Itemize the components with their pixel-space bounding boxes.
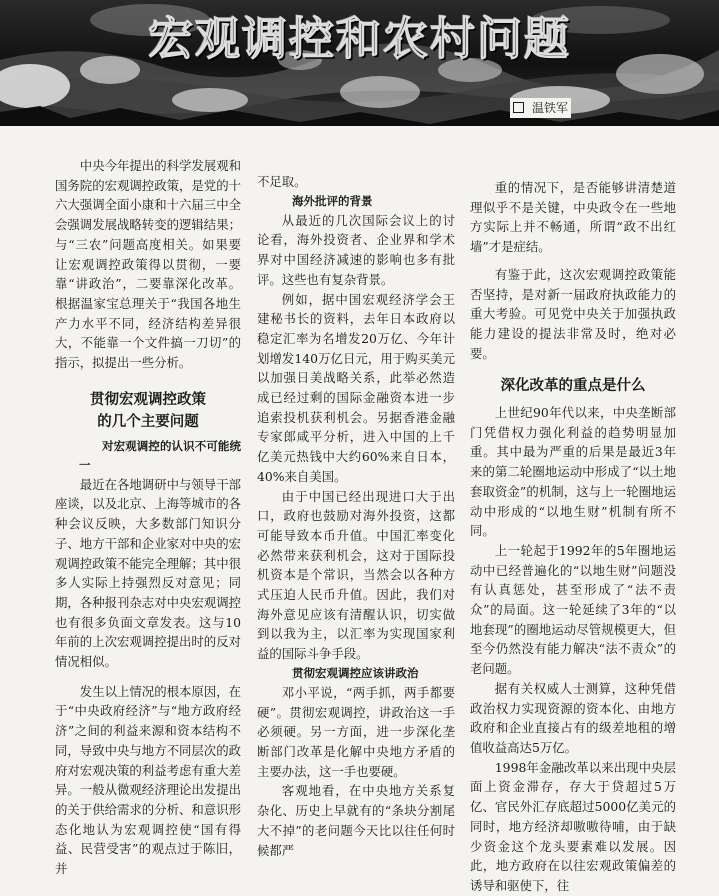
paragraph: 发生以上情况的根本原因，在于“中央政府经济”与“地方政府经济”之间的利益来源和资本结构不同，导致中央与地方不同层次的政府对宏观决策的利益考虑有重大差异。一般从微观经济理论出发提出的关于供给需求的分析、和意识形态化地认为宏观调控使“国有得益、民营受害”的观点过于陈旧，并: [55, 683, 241, 877]
author-name: 温铁军: [532, 101, 569, 115]
paragraph: 不足取。: [257, 174, 307, 189]
subheading: 贯彻宏观调控应该讲政治: [292, 665, 419, 680]
section-heading: 深化改革的重点是什么: [500, 378, 646, 395]
square-icon: [513, 102, 524, 113]
paragraph: 邓小平说，“两手抓，两手都要硬”。贯彻宏观调控，讲政治这一手必须硬。另一方面，进一步深化垄断部门改革是化解中央地方矛盾的主要办法，这一手也要硬。: [257, 684, 455, 779]
paragraph: 中央今年提出的科学发展观和国务院的宏观调控政策，是党的十六大强调全面小康和十六届三中全会强调发展战略转变的逻辑结果；与“三农”问题高度相关。如果要让宏观调控政策得以贯彻，一要靠“讲政治”，二要靠深化改革。根据温家宝总理关于“我国各地生产力水平不同，经济结构差异很大，不能靠一个文件搞一刀切”的指示，拟提出一些分析。: [55, 158, 241, 371]
paragraph: 客观地看，在中央地方关系复杂化、历史上早就有的“条块分割尾大不掉”的老问题今天比以往任何时候都严: [257, 783, 455, 858]
section-heading: [55, 389, 241, 433]
paragraph: 从最近的几次国际会议上的讨论看，海外投资者、企业界和学术界对中国经济减速的影响也多有批评。这些也有复杂背景。: [257, 212, 455, 287]
section-heading-line-1: 贯彻宏观调控政策: [90, 391, 206, 408]
subheading: 海外批评的背景: [292, 193, 373, 208]
paragraph: 据有关权威人士测算，这种凭借政治权力实现资源的资本化、由地方政府和企业直接占有的级差地租的增值收益高达5万亿。: [470, 680, 676, 755]
paragraph: 上一轮起于1992年的5年圈地运动中已经普遍化的“以地生财”问题没有认真惩处，甚至形成了“法不责众”的局面。这一轮延续了3年的“以地套现”的圈地运动尽管规模更大，但至今仍然没有能力解决“法不责众”的老问题。: [470, 542, 676, 677]
section-heading-line-2: 的几个主要问题: [97, 413, 199, 430]
paragraph: 1998年金融改革以来出现中央层面上资金滞存，存大于贷超过5万亿、官民外汇存底超过5000亿美元的同时，地方经济却嗷嗷待哺，由于缺少资金这个龙头要素难以发展。因此，地方政府在以往宏观政策偏差的诱导和驱使下，往: [470, 759, 676, 893]
column-3: [470, 178, 676, 896]
paragraph: 例如，据中国宏观经济学会王建秘书长的资料，去年日本政府以稳定汇率为名增发20万亿、今年计划增发140万亿日元，用于购买美元以加强日美战略关系，此举必然造成已经过剩的国际金融资本进一步追索投机获利机会。另据香港金融专家郎咸平分析，进入中国的上千亿美元热钱中大约60%来自日本，40%来自美国。: [257, 291, 455, 484]
paragraph: 最近在各地调研中与领导干部座谈，以及北京、上海等城市的各种会议反映，大多数部门知识分子、地方干部和企业家对中央的宏观调控政策不能完全理解；其中很多人实际上持强烈反对意见；同期，各种报刊杂志对中央宏观调控也有很多负面文章发表。这与10年前的上次宏观调控提出时的反对情况相似。: [55, 476, 241, 670]
paragraph: 由于中国已经出现进口大于出口，政府也鼓励对海外投资，这都可能导致本币升值。中国汇率变化必然带来获利机会，这对于国际投机资本是个常识，当然会以各种方式压迫人民币升值。因此，我们对海外意见应该有清醒认识，切实做到以我为主，以汇率为实现国家利益的国际斗争手段。: [257, 488, 455, 662]
title-banner: [0, 0, 719, 128]
column-2: [257, 172, 455, 860]
article-title: 宏观调控和农村问题: [147, 12, 571, 65]
paragraph: 重的情况下，是否能够讲清楚道理似乎不是关键，中央政令在一些地方实际上并不畅通，所谓“政不出红墙”才是症结。: [470, 180, 676, 255]
subheading: 对宏观调控的认识不可能统一: [79, 438, 241, 472]
author-byline: [510, 98, 571, 118]
paragraph: 上世纪90年代以来，中央垄断部门凭借权力强化利益的趋势明显加重。其中最为严重的后果是最近3年来的第二轮圈地运动中形成了“以土地套取资金”的机制，这与上一轮圈地运动中形成的“以地生财”机制有所不同。: [470, 405, 676, 539]
column-1: [55, 156, 241, 879]
paragraph: 有鉴于此，这次宏观调控政策能否坚持，是对新一届政府执政能力的重大考验。可见党中央关于加强执政能力建设的提法非常及时，绝对必要。: [470, 266, 676, 361]
